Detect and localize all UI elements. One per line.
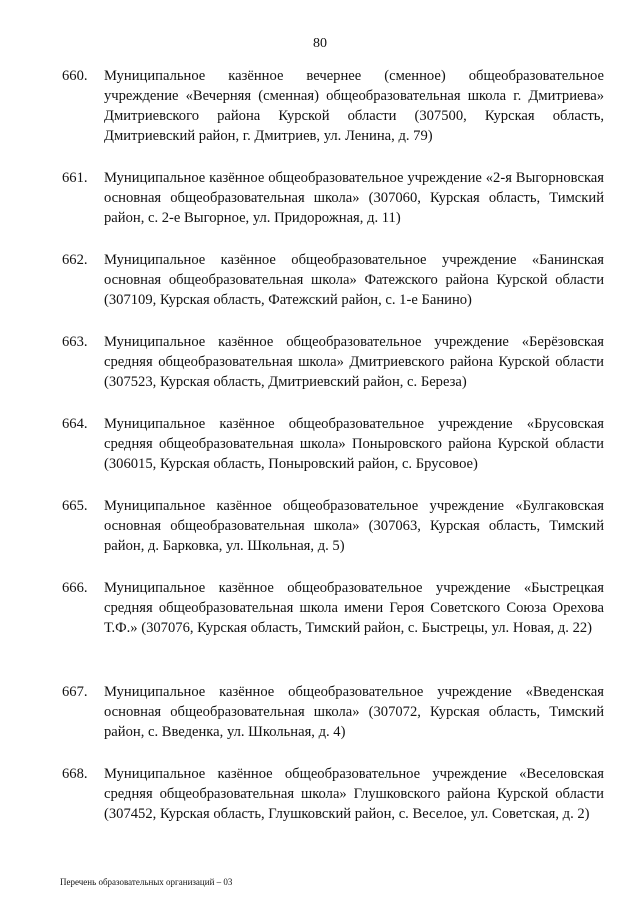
- list-item-668: [62, 764, 604, 824]
- entry-text: Муниципальное казённое общеобразовательное учреждение «Веселовская средняя общеобразовательная школа» Глушковского района Курской области (307452, Курская область, Глушковский район, с. Веселое, ул. Советская, д. 2): [104, 766, 604, 822]
- entry-number: 665.: [62, 498, 88, 514]
- entry-number: 663.: [62, 334, 88, 350]
- page-number: 80: [313, 36, 327, 51]
- entry-number: 667.: [62, 684, 88, 700]
- list-item-665: [62, 496, 604, 556]
- entry-number: 664.: [62, 416, 88, 432]
- list-item-663: [62, 332, 604, 392]
- entry-text: Муниципальное казённое общеобразовательное учреждение «Брусовская средняя общеобразовательная школа» Поныровского района Курской области (306015, Курская область, Поныровский район, с. Брусовое): [104, 416, 604, 472]
- entry-text: Муниципальное казённое общеобразовательное учреждение «Введенская основная общеобразовательная школа» (307072, Курская область, Тимский район, с. Введенка, ул. Школьная, д. 4): [104, 684, 604, 740]
- entry-text: Муниципальное казённое общеобразовательное учреждение «Быстрецкая средняя общеобразовательная школа имени Героя Советского Союза Орехова Т.Ф.» (307076, Курская область, Тимский район, с. Быстрецы, ул. Новая, д. 22): [104, 580, 604, 636]
- entry-text: Муниципальное казённое вечернее (сменное) общеобразовательное учреждение «Вечерняя (сменная) общеобразовательная школа г. Дмитриева» Дмитриевского района Курской области (307500, Курская область, Дмитриевский район, г. Дмитриев, ул. Ленина, д. 79): [104, 68, 604, 144]
- entry-text: Муниципальное казённое общеобразовательное учреждение «Банинская основная общеобразовательная школа» Фатежского района Курской области (307109, Курская область, Фатежский район, с. 1-е Банино): [104, 252, 604, 308]
- entry-number: 668.: [62, 766, 88, 782]
- list-item-666: [62, 578, 604, 638]
- entry-number: 660.: [62, 68, 88, 84]
- entry-text: Муниципальное казённое общеобразовательное учреждение «2-я Выгорновская основная общеобразовательная школа» (307060, Курская область, Тимский район, с. 2-е Выгорное, ул. Придорожная, д. 11): [104, 170, 604, 226]
- list-item-661: [62, 168, 604, 228]
- entry-number: 661.: [62, 170, 88, 186]
- list-item-667: [62, 682, 604, 742]
- page-footer: Перечень образовательных организаций – 03: [60, 877, 233, 887]
- entry-text: Муниципальное казённое общеобразовательное учреждение «Булгаковская основная общеобразовательная школа» (307063, Курская область, Тимский район, д. Барковка, ул. Школьная, д. 5): [104, 498, 604, 554]
- entry-number: 662.: [62, 252, 88, 268]
- list-item-664: [62, 414, 604, 474]
- list-item-662: [62, 250, 604, 310]
- entry-number: 666.: [62, 580, 88, 596]
- entry-text: Муниципальное казённое общеобразовательное учреждение «Берёзовская средняя общеобразовательная школа» Дмитриевского района Курской области (307523, Курская область, Дмитриевский район, с. Береза): [104, 334, 604, 390]
- list-item-660: [62, 66, 604, 146]
